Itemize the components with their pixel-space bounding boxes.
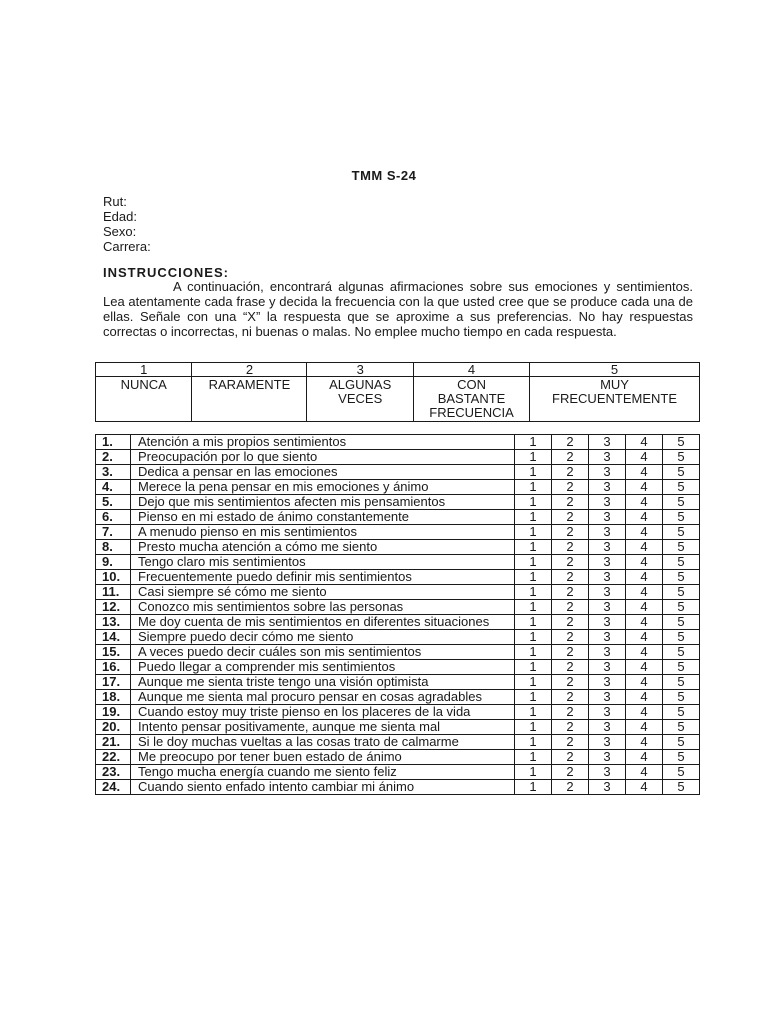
response-option[interactable]: 3 — [589, 750, 626, 765]
response-option[interactable]: 3 — [589, 555, 626, 570]
response-option[interactable]: 3 — [589, 480, 626, 495]
response-option[interactable]: 5 — [663, 480, 700, 495]
item-text: Aunque me sienta triste tengo una visión optimista — [131, 675, 515, 690]
response-option[interactable]: 2 — [552, 435, 589, 450]
item-number: 23. — [96, 765, 131, 780]
response-option[interactable]: 4 — [626, 570, 663, 585]
response-option[interactable]: 3 — [589, 735, 626, 750]
item-text: Merece la pena pensar en mis emociones y ánimo — [131, 480, 515, 495]
response-option[interactable]: 2 — [552, 510, 589, 525]
item-text: Me preocupo por tener buen estado de ánimo — [131, 750, 515, 765]
response-option[interactable]: 2 — [552, 555, 589, 570]
table-row — [96, 630, 700, 645]
scale-number: 2 — [192, 363, 307, 377]
scale-label-row — [96, 377, 700, 422]
response-option[interactable]: 4 — [626, 435, 663, 450]
items-table — [95, 434, 700, 795]
response-option[interactable]: 1 — [515, 690, 552, 705]
table-row — [96, 705, 700, 720]
item-number: 21. — [96, 735, 131, 750]
field-sexo[interactable]: Sexo: — [103, 224, 137, 239]
response-option[interactable]: 3 — [589, 465, 626, 480]
response-option[interactable]: 3 — [589, 570, 626, 585]
item-text: Tengo claro mis sentimientos — [131, 555, 515, 570]
item-text: Intento pensar positivamente, aunque me sienta mal — [131, 720, 515, 735]
scale-label: CON BASTANTE FRECUENCIA — [414, 377, 530, 422]
item-number: 10. — [96, 570, 131, 585]
table-row — [96, 540, 700, 555]
response-option[interactable]: 5 — [663, 495, 700, 510]
response-option[interactable]: 5 — [663, 705, 700, 720]
response-option[interactable]: 3 — [589, 615, 626, 630]
response-option[interactable]: 2 — [552, 480, 589, 495]
table-row — [96, 555, 700, 570]
response-option[interactable]: 1 — [515, 645, 552, 660]
item-number: 18. — [96, 690, 131, 705]
response-option[interactable]: 2 — [552, 720, 589, 735]
response-option[interactable]: 2 — [552, 690, 589, 705]
response-option[interactable]: 1 — [515, 765, 552, 780]
response-option[interactable]: 3 — [589, 525, 626, 540]
response-option[interactable]: 2 — [552, 675, 589, 690]
response-option[interactable]: 4 — [626, 600, 663, 615]
response-option[interactable]: 5 — [663, 645, 700, 660]
response-option[interactable]: 4 — [626, 645, 663, 660]
response-option[interactable]: 3 — [589, 720, 626, 735]
item-text: Casi siempre sé cómo me siento — [131, 585, 515, 600]
item-text: Tengo mucha energía cuando me siento feliz — [131, 765, 515, 780]
item-text: A veces puedo decir cuáles son mis sentimientos — [131, 645, 515, 660]
items-body — [96, 435, 700, 795]
response-option[interactable]: 4 — [626, 495, 663, 510]
item-number: 7. — [96, 525, 131, 540]
response-option[interactable]: 1 — [515, 750, 552, 765]
response-option[interactable]: 4 — [626, 450, 663, 465]
response-option[interactable]: 4 — [626, 675, 663, 690]
table-row — [96, 525, 700, 540]
item-number: 8. — [96, 540, 131, 555]
response-option[interactable]: 1 — [515, 720, 552, 735]
item-number: 12. — [96, 600, 131, 615]
table-row — [96, 600, 700, 615]
response-option[interactable]: 5 — [663, 540, 700, 555]
item-text: Atención a mis propios sentimientos — [131, 435, 515, 450]
response-option[interactable]: 4 — [626, 480, 663, 495]
table-row — [96, 495, 700, 510]
item-text: Presto mucha atención a cómo me siento — [131, 540, 515, 555]
response-option[interactable]: 1 — [515, 525, 552, 540]
scale-label: NUNCA — [96, 377, 192, 422]
response-option[interactable]: 4 — [626, 690, 663, 705]
item-text: Preocupación por lo que siento — [131, 450, 515, 465]
response-option[interactable]: 2 — [552, 780, 589, 795]
response-option[interactable]: 1 — [515, 540, 552, 555]
response-option[interactable]: 4 — [626, 660, 663, 675]
response-option[interactable]: 2 — [552, 465, 589, 480]
response-option[interactable]: 1 — [515, 675, 552, 690]
response-option[interactable]: 1 — [515, 660, 552, 675]
response-option[interactable]: 5 — [663, 660, 700, 675]
table-row — [96, 645, 700, 660]
response-option[interactable]: 1 — [515, 510, 552, 525]
response-option[interactable]: 2 — [552, 630, 589, 645]
table-row — [96, 690, 700, 705]
response-option[interactable]: 1 — [515, 450, 552, 465]
response-option[interactable]: 2 — [552, 750, 589, 765]
item-text: Puedo llegar a comprender mis sentimientos — [131, 660, 515, 675]
response-option[interactable]: 4 — [626, 750, 663, 765]
response-option[interactable]: 3 — [589, 450, 626, 465]
table-row — [96, 765, 700, 780]
response-option[interactable]: 5 — [663, 585, 700, 600]
response-option[interactable]: 5 — [663, 630, 700, 645]
response-option[interactable]: 2 — [552, 540, 589, 555]
response-option[interactable]: 4 — [626, 525, 663, 540]
item-text: A menudo pienso en mis sentimientos — [131, 525, 515, 540]
scale-label: RARAMENTE — [192, 377, 307, 422]
response-option[interactable]: 3 — [589, 660, 626, 675]
response-option[interactable]: 5 — [663, 735, 700, 750]
table-row — [96, 720, 700, 735]
response-option[interactable]: 2 — [552, 735, 589, 750]
item-number: 19. — [96, 705, 131, 720]
response-option[interactable]: 4 — [626, 735, 663, 750]
table-row — [96, 570, 700, 585]
response-option[interactable]: 5 — [663, 615, 700, 630]
item-text: Cuando siento enfado intento cambiar mi ánimo — [131, 780, 515, 795]
response-option[interactable]: 2 — [552, 450, 589, 465]
response-option[interactable]: 3 — [589, 690, 626, 705]
response-option[interactable]: 4 — [626, 540, 663, 555]
item-number: 6. — [96, 510, 131, 525]
response-option[interactable]: 3 — [589, 705, 626, 720]
item-number: 4. — [96, 480, 131, 495]
response-option[interactable]: 3 — [589, 645, 626, 660]
item-text: Siempre puedo decir cómo me siento — [131, 630, 515, 645]
response-option[interactable]: 4 — [626, 705, 663, 720]
response-option[interactable]: 1 — [515, 600, 552, 615]
item-text: Pienso en mi estado de ánimo constantemente — [131, 510, 515, 525]
table-row — [96, 735, 700, 750]
response-option[interactable]: 5 — [663, 765, 700, 780]
scale-label: ALGUNAS VECES — [307, 377, 414, 422]
item-number: 9. — [96, 555, 131, 570]
response-option[interactable]: 1 — [515, 735, 552, 750]
table-row — [96, 750, 700, 765]
item-text: Dedica a pensar en las emociones — [131, 465, 515, 480]
table-row — [96, 780, 700, 795]
item-text: Conozco mis sentimientos sobre las personas — [131, 600, 515, 615]
table-row — [96, 450, 700, 465]
item-number: 17. — [96, 675, 131, 690]
table-row — [96, 585, 700, 600]
item-text: Frecuentemente puedo definir mis sentimientos — [131, 570, 515, 585]
table-row — [96, 435, 700, 450]
response-option[interactable]: 4 — [626, 630, 663, 645]
response-option[interactable]: 1 — [515, 585, 552, 600]
field-rut[interactable]: Rut: — [103, 194, 127, 209]
response-option[interactable]: 1 — [515, 780, 552, 795]
response-option[interactable]: 1 — [515, 465, 552, 480]
item-number: 5. — [96, 495, 131, 510]
response-option[interactable]: 4 — [626, 780, 663, 795]
response-option[interactable]: 4 — [626, 585, 663, 600]
response-option[interactable]: 3 — [589, 675, 626, 690]
response-option[interactable]: 3 — [589, 780, 626, 795]
response-option[interactable]: 5 — [663, 465, 700, 480]
scale-number-row — [96, 363, 700, 377]
response-option[interactable]: 2 — [552, 585, 589, 600]
response-option[interactable]: 3 — [589, 585, 626, 600]
field-edad[interactable]: Edad: — [103, 209, 137, 224]
response-option[interactable]: 2 — [552, 600, 589, 615]
response-option[interactable]: 5 — [663, 510, 700, 525]
response-option[interactable]: 3 — [589, 435, 626, 450]
response-option[interactable]: 4 — [626, 510, 663, 525]
response-option[interactable]: 5 — [663, 780, 700, 795]
table-row — [96, 615, 700, 630]
item-number: 24. — [96, 780, 131, 795]
item-number: 1. — [96, 435, 131, 450]
response-option[interactable]: 3 — [589, 630, 626, 645]
response-option[interactable]: 2 — [552, 765, 589, 780]
response-option[interactable]: 2 — [552, 645, 589, 660]
item-text: Si le doy muchas vueltas a las cosas trato de calmarme — [131, 735, 515, 750]
response-option[interactable]: 3 — [589, 510, 626, 525]
respondent-fields — [103, 194, 151, 254]
table-row — [96, 480, 700, 495]
item-number: 14. — [96, 630, 131, 645]
response-option[interactable]: 5 — [663, 720, 700, 735]
response-option[interactable]: 5 — [663, 690, 700, 705]
item-number: 15. — [96, 645, 131, 660]
response-scale-table — [95, 362, 700, 422]
response-option[interactable]: 3 — [589, 765, 626, 780]
response-option[interactable]: 5 — [663, 525, 700, 540]
response-option[interactable]: 1 — [515, 705, 552, 720]
item-text: Cuando estoy muy triste pienso en los placeres de la vida — [131, 705, 515, 720]
item-number: 22. — [96, 750, 131, 765]
item-number: 16. — [96, 660, 131, 675]
response-option[interactable]: 1 — [515, 570, 552, 585]
scale-number: 4 — [414, 363, 530, 377]
item-number: 3. — [96, 465, 131, 480]
item-number: 2. — [96, 450, 131, 465]
response-option[interactable]: 2 — [552, 495, 589, 510]
scale-number: 5 — [530, 363, 700, 377]
response-option[interactable]: 4 — [626, 555, 663, 570]
table-row — [96, 675, 700, 690]
instructions-text: A continuación, encontrará algunas afirmaciones sobre sus emociones y sentimientos. Lea atentamente cada frase y decida la frecuencia con la que usted cree que se produce cada una de ellas. Señale con una “X” la respuesta que se aproxime a sus preferencias. No hay respuestas correctas o incorrectas, ni buenas o malas. No emplee mucho tiempo en cada respuesta. — [103, 279, 693, 339]
response-option[interactable]: 5 — [663, 675, 700, 690]
response-option[interactable]: 2 — [552, 660, 589, 675]
response-option[interactable]: 4 — [626, 615, 663, 630]
response-option[interactable]: 2 — [552, 525, 589, 540]
response-option[interactable]: 4 — [626, 765, 663, 780]
response-option[interactable]: 1 — [515, 495, 552, 510]
item-text: Me doy cuenta de mis sentimientos en diferentes situaciones — [131, 615, 515, 630]
response-option[interactable]: 3 — [589, 540, 626, 555]
instructions-heading: INSTRUCCIONES: — [103, 265, 229, 280]
table-row — [96, 660, 700, 675]
response-option[interactable]: 2 — [552, 615, 589, 630]
response-option[interactable]: 5 — [663, 750, 700, 765]
item-text: Aunque me sienta mal procuro pensar en cosas agradables — [131, 690, 515, 705]
response-option[interactable]: 1 — [515, 555, 552, 570]
response-option[interactable]: 1 — [515, 435, 552, 450]
response-option[interactable]: 5 — [663, 570, 700, 585]
scale-number: 1 — [96, 363, 192, 377]
response-option[interactable]: 3 — [589, 600, 626, 615]
field-carrera[interactable]: Carrera: — [103, 239, 151, 254]
table-row — [96, 510, 700, 525]
response-option[interactable]: 5 — [663, 450, 700, 465]
item-number: 20. — [96, 720, 131, 735]
response-option[interactable]: 4 — [626, 465, 663, 480]
response-option[interactable]: 3 — [589, 495, 626, 510]
response-option[interactable]: 2 — [552, 570, 589, 585]
response-option[interactable]: 2 — [552, 705, 589, 720]
response-option[interactable]: 5 — [663, 555, 700, 570]
response-option[interactable]: 5 — [663, 435, 700, 450]
response-option[interactable]: 1 — [515, 630, 552, 645]
table-row — [96, 465, 700, 480]
response-option[interactable]: 5 — [663, 600, 700, 615]
item-number: 13. — [96, 615, 131, 630]
scale-number: 3 — [307, 363, 414, 377]
scale-label: MUY FRECUENTEMENTE — [530, 377, 700, 422]
response-option[interactable]: 4 — [626, 720, 663, 735]
response-option[interactable]: 1 — [515, 615, 552, 630]
response-option[interactable]: 1 — [515, 480, 552, 495]
page-title: TMM S-24 — [351, 168, 417, 183]
item-number: 11. — [96, 585, 131, 600]
item-text: Dejo que mis sentimientos afecten mis pensamientos — [131, 495, 515, 510]
